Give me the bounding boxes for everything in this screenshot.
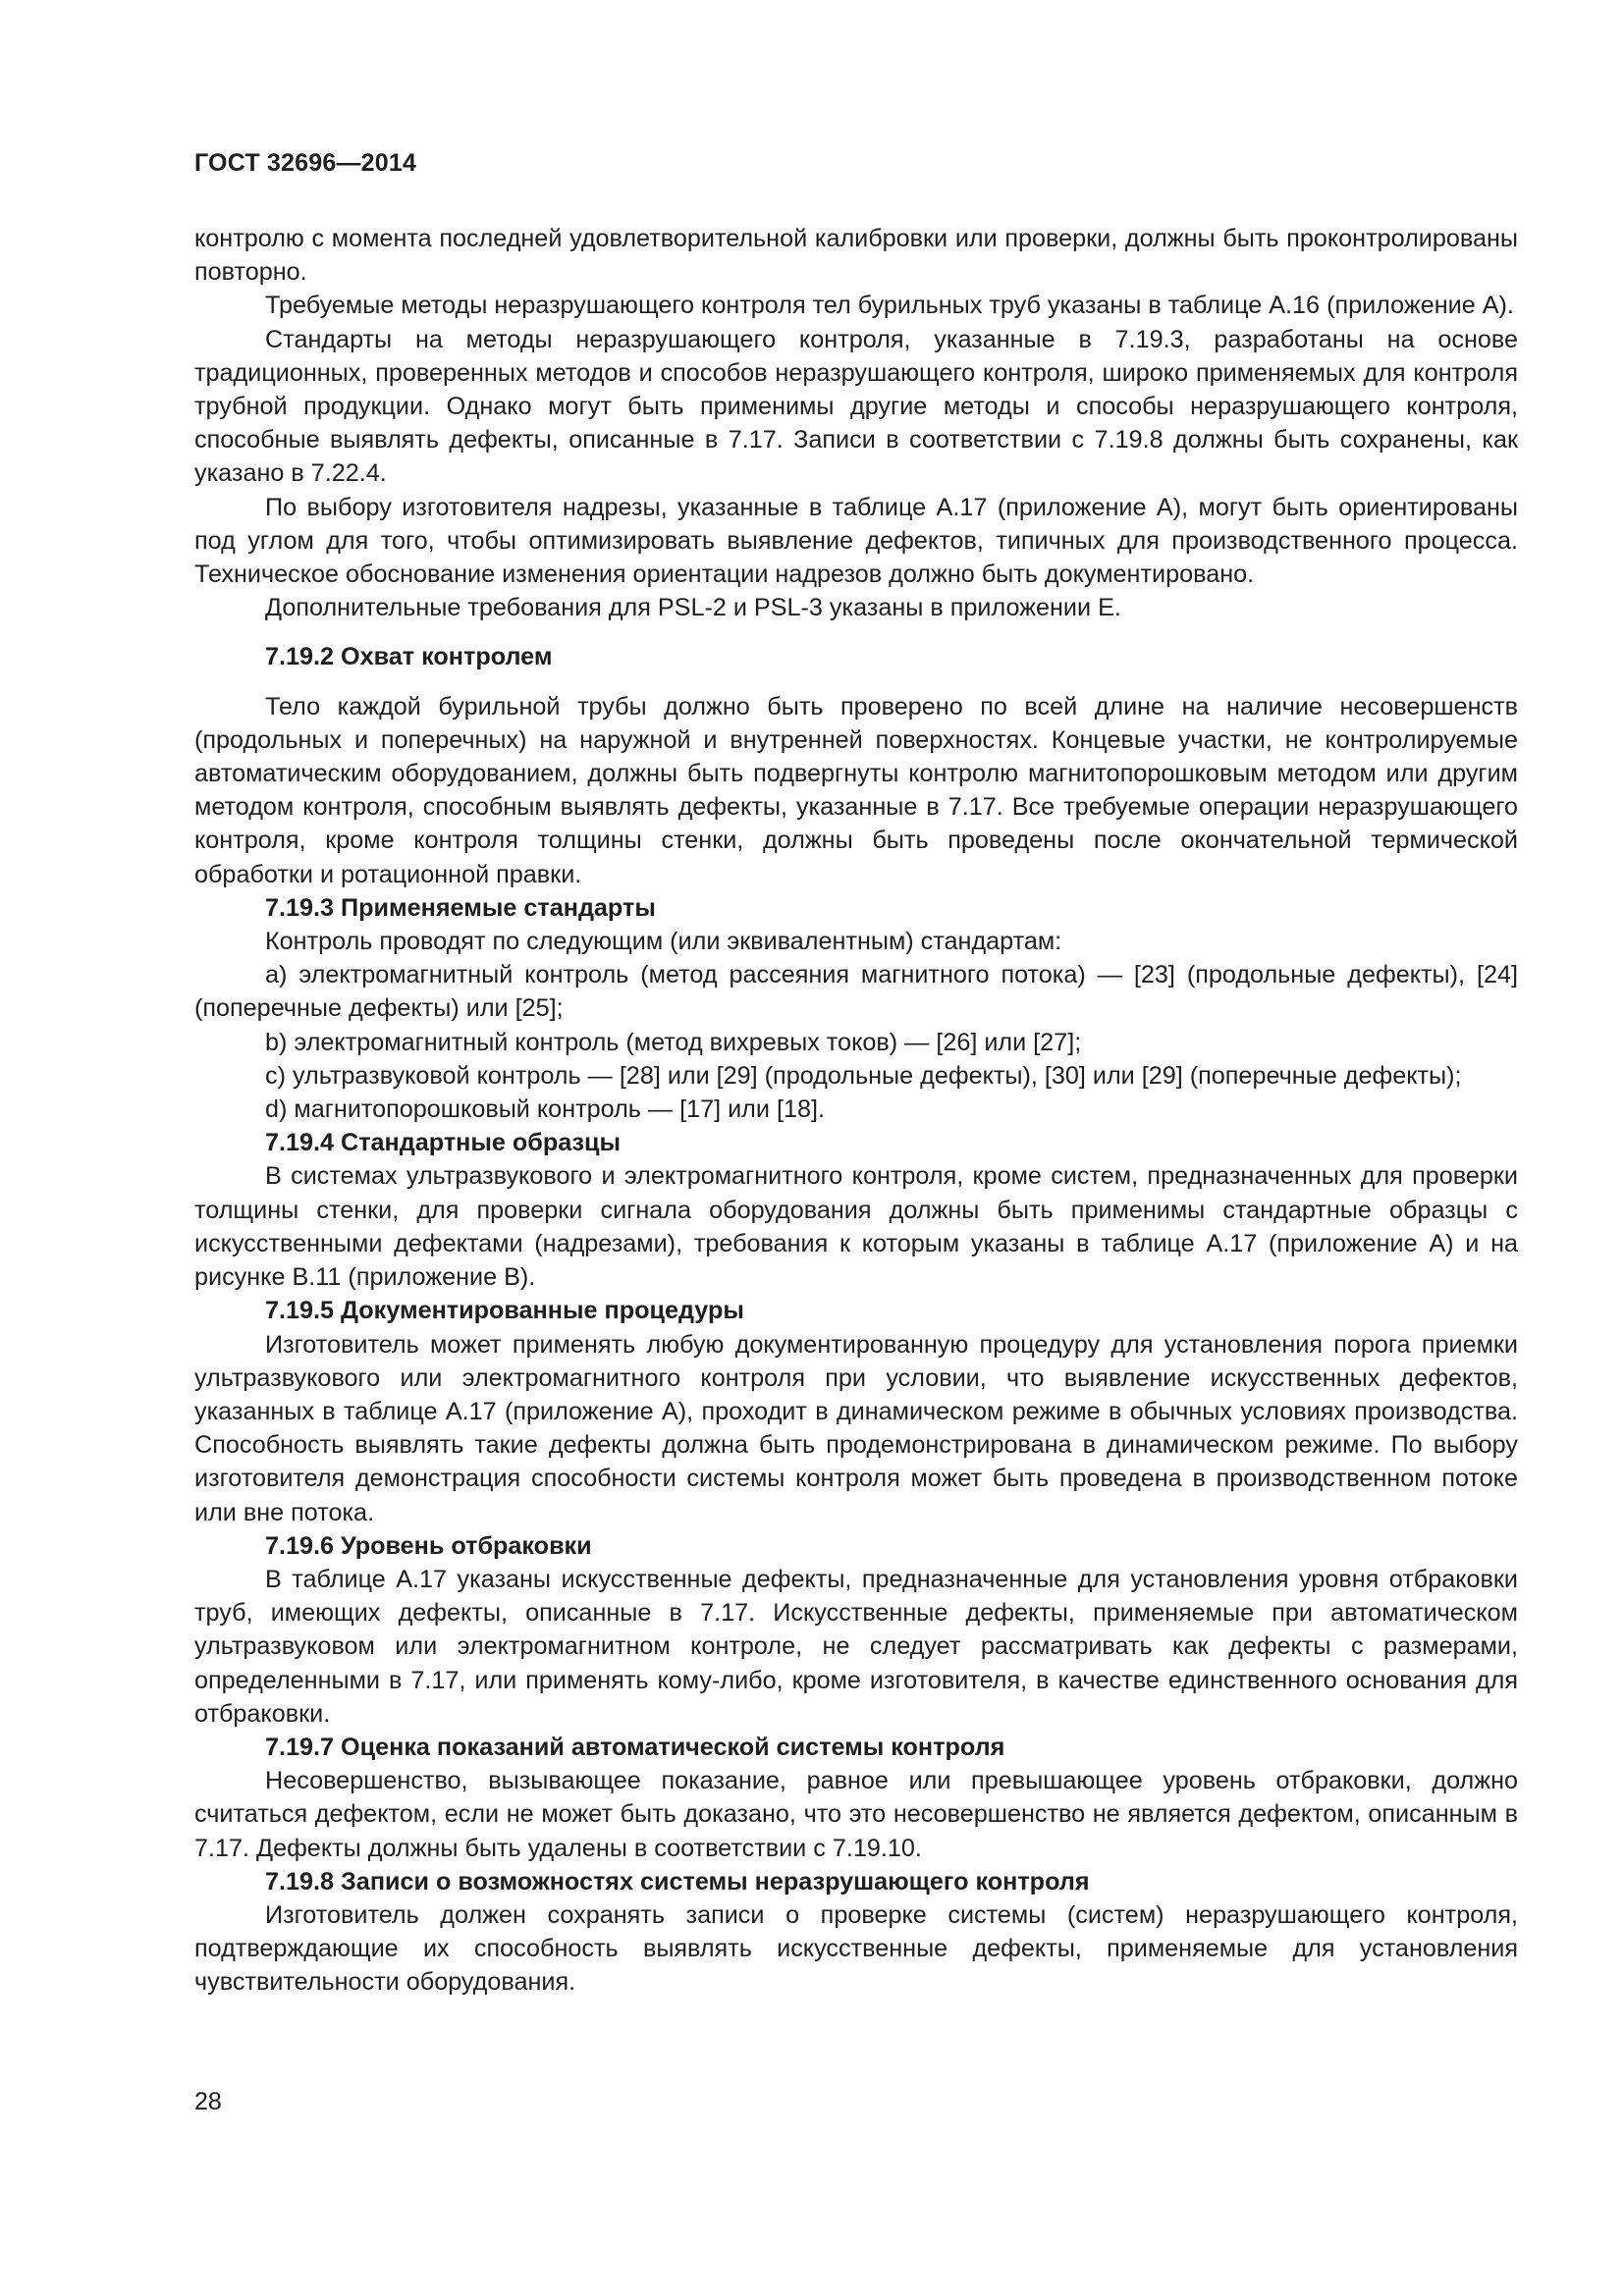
section-heading-7-19-3: 7.19.3 Применяемые стандарты — [265, 893, 656, 922]
section-heading-7-19-6: 7.19.6 Уровень отбраковки — [265, 1531, 592, 1560]
section-heading-7-19-4: 7.19.4 Стандартные образцы — [265, 1129, 622, 1157]
paragraph: Изготовитель должен сохранять записи о проверке системы (систем) неразрушающего контроля, подтверждающие их способность выявлять искусственные дефекты, применяемые для установления чувствительности оборудования. — [194, 1900, 1518, 1997]
paragraph: контролю с момента последней удовлетворительной калибровки или проверки, должны быть проконтролированы повторно. — [194, 225, 1518, 287]
paragraph: Несовершенство, вызывающее показание, равное или превышающее уровень отбраковки, должно считаться дефектом, если не может быть доказано, что это несовершенство не является дефектом, описанным в 7.17. Дефекты должны быть удалены в соответствии с 7.19.10. — [194, 1767, 1518, 1862]
paragraph: Дополнительные требования для PSL-2 и PSL-3 указаны в приложении Е. — [265, 594, 1121, 622]
section-heading-7-19-7: 7.19.7 Оценка показаний автоматической системы контроля — [265, 1733, 1005, 1761]
paragraph: Тело каждой бурильной трубы должно быть проверено по всей длине на наличие несовершенств (продольных и поперечных) на наружной и внутренней поверхностях. Концевые участки, не контролируемые автоматическим оборудованием, должны быть подвергнуты контролю магнитопорошковым методом или другим методом контроля, способным выявлять дефекты, указанные в 7.17. Все требуемые операции неразрушающего контроля, кроме контроля толщины стенки, должны быть проведены после окончательной термической обработки и ротационной правки. — [194, 692, 1518, 888]
paragraph: Требуемые методы неразрушающего контроля тел бурильных труб указаны в таблице А.16 (приложение А). — [265, 292, 1514, 320]
document-body — [194, 222, 1518, 2000]
paragraph: Изготовитель может применять любую документированную процедуру для установления порога приемки ультразвукового или электромагнитного контроля при условии, что выявление искусственных дефектов, указанных в таблице А.17 (приложение А), проходит в динамическом режиме в обычных условиях производства. Способность выявлять такие дефекты должна быть продемонстрирована в динамическом режиме. По выбору изготовителя демонстрация способности системы контроля может быть проведена в производственном потоке или вне потока. — [194, 1330, 1518, 1526]
paragraph: Стандарты на методы неразрушающего контроля, указанные в 7.19.3, разработаны на основе традиционных, проверенных методов и способов неразрушающего контроля, широко применяемых для контроля трубной продукции. Однако могут быть применимы другие методы и способы неразрушающего контроля, способные выявлять дефекты, описанные в 7.17. Записи в соответствии с 7.19.8 должны быть сохранены, как указано в 7.22.4. — [194, 325, 1518, 488]
paragraph: В таблице А.17 указаны искусственные дефекты, предназначенные для установления уровня отбраковки труб, имеющих дефекты, описанные в 7.17. Искусственные дефекты, применяемые при автоматическом ультразвуковом или электромагнитном контроле, не следует рассматривать как дефекты с размерами, определенными в 7.17, или применять кому-либо, кроме изготовителя, в качестве единственного основания для отбраковки. — [194, 1565, 1518, 1728]
paragraph: В системах ультразвукового и электромагнитного контроля, кроме систем, предназначенных для проверки толщины стенки, для проверки сигнала оборудования должны быть применимы стандартные образцы с искусственными дефектами (надрезами), требования к которым указаны в таблице А.17 (приложение А) и на рисунке В.11 (приложение В). — [194, 1162, 1518, 1292]
list-item: a) электромагнитный контроль (метод рассеяния магнитного потока) — [23] (продольные дефекты), [24] (поперечные дефекты) или [25]; — [194, 961, 1518, 1023]
list-item: b) электромагнитный контроль (метод вихревых токов) — [26] или [27]; — [265, 1028, 1082, 1056]
page-number: 28 — [194, 2088, 222, 2115]
paragraph: По выбору изготовителя надрезы, указанные в таблице А.17 (приложение А), могут быть ориентированы под углом для того, чтобы оптимизировать выявление дефектов, типичных для производственного процесса. Техническое обоснование изменения ориентации надрезов должно быть документировано. — [194, 493, 1518, 589]
section-heading-7-19-8: 7.19.8 Записи о возможностях системы неразрушающего контроля — [265, 1867, 1090, 1896]
list-item: d) магнитопорошковый контроль — [17] или [18]. — [265, 1095, 825, 1124]
section-heading-7-19-2: 7.19.2 Охват контролем — [265, 643, 553, 671]
standard-header: ГОСТ 32696—2014 — [194, 149, 417, 177]
paragraph: Контроль проводят по следующим (или эквивалентным) стандартам: — [265, 928, 1062, 956]
section-heading-7-19-5: 7.19.5 Документированные процедуры — [265, 1297, 744, 1325]
list-item: c) ультразвуковой контроль — [28] или [29] (продольные дефекты), [30] или [29] (поперечные дефекты); — [265, 1061, 1462, 1090]
